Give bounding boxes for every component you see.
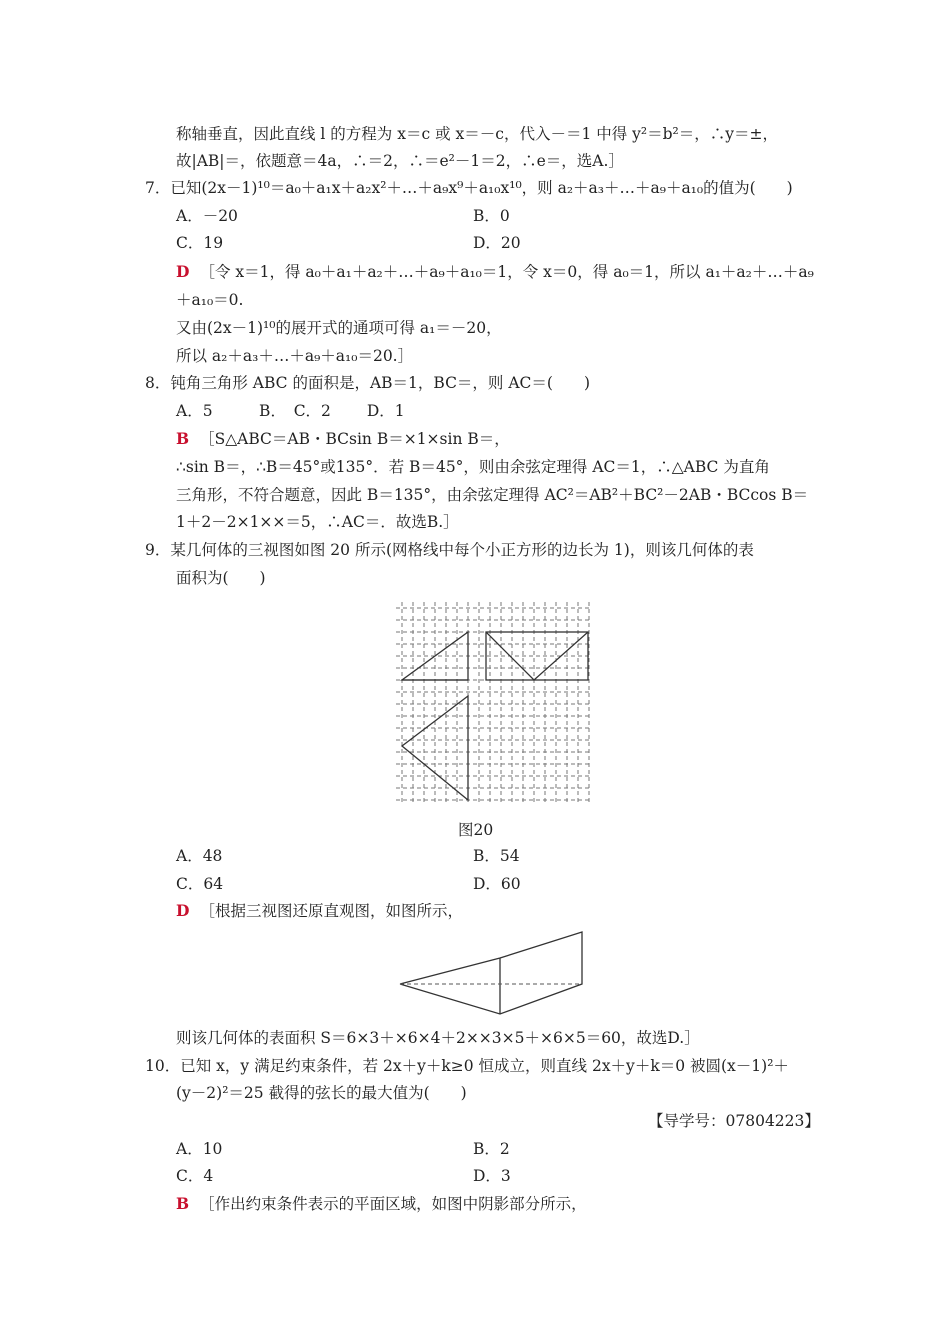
q9-option-c: C．64 <box>176 875 224 893</box>
question-8: 8．钝角三角形 ABC 的面积是，AB＝1，BC＝，则 AC＝( ) <box>145 374 591 392</box>
question-9-line-1: 9．某几何体的三视图如图 20 所示(网格线中每个小正方形的边长为 1)，则该几何体的表 <box>145 541 754 559</box>
q8-solution-1 <box>176 429 510 449</box>
q7-solution-text: ［令 x＝1，得 a₀＋a₁＋a₂＋…＋a₉＋a₁₀＝1，令 x＝0，得 a₀＝1，所以 a₁＋a₂＋…＋a₉ <box>199 263 814 281</box>
q7-solution-2: ＋a₁₀＝0. <box>176 291 244 309</box>
q7-option-d: D．20 <box>473 234 521 252</box>
q10-solution-1 <box>176 1194 587 1214</box>
text-line-2: 故|AB|＝，依题意＝4a，∴＝2，∴＝e²－1＝2，∴e＝，选A.］ <box>176 152 624 170</box>
q9-option-a: A．48 <box>176 847 223 865</box>
q9-solution-2: 则该几何体的表面积 S＝6×3＋×6×4＋2××3×5＋×6×5＝60，故选D.］ <box>176 1029 700 1047</box>
reference-number: 【导学号：07804223】 <box>648 1112 820 1130</box>
q8-solution-text: ［S△ABC＝AB・BCsin B＝×1×sin B＝， <box>199 430 510 448</box>
q10-option-a: A．10 <box>176 1140 223 1158</box>
q7-option-c: C．19 <box>176 234 224 252</box>
q10-option-c: C．4 <box>176 1167 214 1185</box>
q8-answer: B <box>176 429 190 448</box>
q9-option-b: B．54 <box>473 847 520 865</box>
q7-solution-1 <box>176 262 814 282</box>
q9-solution-text: ［根据三视图还原直观图，如图所示， <box>199 902 463 920</box>
text-line-1: 称轴垂直，因此直线 l 的方程为 x＝c 或 x＝－c，代入－＝1 中得 y²＝b²＝，∴y＝±， <box>176 125 779 143</box>
q8-solution-2: ∴sin B＝，∴B＝45°或135°．若 B＝45°，则由余弦定理得 AC＝1，∴△ABC 为直角 <box>176 458 770 476</box>
q9-answer: D <box>176 901 190 920</box>
question-7: 7．已知(2x－1)¹⁰＝a₀＋a₁x＋a₂x²＋…＋a₉x⁹＋a₁₀x¹⁰，则 a₂＋a₃＋…＋a₉＋a₁₀的值为( ) <box>145 179 793 197</box>
figure-caption: 图20 <box>458 821 494 839</box>
q10-option-d: D．3 <box>473 1167 511 1185</box>
q7-option-a: A．－20 <box>176 207 238 225</box>
q9-solution-1 <box>176 901 463 921</box>
q7-option-b: B．0 <box>473 207 510 225</box>
question-10-line-1: 10．已知 x，y 满足约束条件，若 2x＋y＋k≥0 恒成立，则直线 2x＋y＋k＝0 被圆(x－1)²＋ <box>145 1057 789 1075</box>
q10-solution-text: ［作出约束条件表示的平面区域，如图中阴影部分所示， <box>199 1195 587 1213</box>
q10-option-b: B．2 <box>473 1140 510 1158</box>
q7-answer: D <box>176 262 190 281</box>
q8-solution-3: 三角形，不符合题意，因此 B＝135°，由余弦定理得 AC²＝AB²＋BC²－2AB・BCcos B＝ <box>176 486 809 504</box>
q7-solution-4: 所以 a₂＋a₃＋…＋a₉＋a₁₀＝20.］ <box>176 347 414 365</box>
question-9-line-2: 面积为( ) <box>176 569 266 587</box>
q10-answer: B <box>176 1194 190 1213</box>
solid-figure <box>396 928 596 1018</box>
q7-solution-3: 又由(2x－1)¹⁰的展开式的通项可得 a₁＝－20， <box>176 319 502 337</box>
q9-option-d: D．60 <box>473 875 521 893</box>
q8-solution-4: 1＋2－2×1××＝5，∴AC＝．故选B.］ <box>176 513 459 531</box>
three-view-figure <box>394 600 594 810</box>
q8-options: A．5 B． C．2 D．1 <box>176 402 405 420</box>
question-10-line-2: (y－2)²＝25 截得的弦长的最大值为( ) <box>176 1084 467 1102</box>
